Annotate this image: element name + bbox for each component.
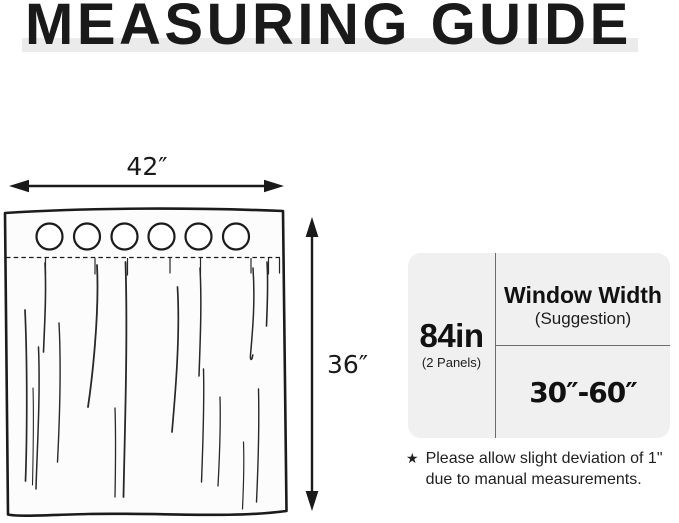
arrow-down-icon xyxy=(306,491,319,511)
page-title: MEASURING GUIDE xyxy=(25,0,632,57)
footnote xyxy=(406,448,679,490)
window-width-range: 30″-60″ xyxy=(529,375,637,409)
grommet-icon xyxy=(37,224,63,250)
panel-length-value: 84in xyxy=(419,317,484,354)
arrow-up-icon xyxy=(306,217,319,237)
panel-length-cell xyxy=(408,253,495,438)
footnote-star-icon: ★ xyxy=(406,450,419,466)
footnote-line-1: Please allow slight deviation of 1" xyxy=(425,450,663,467)
size-table xyxy=(408,253,670,438)
grommet-icon xyxy=(112,224,138,250)
curtain-illustration xyxy=(0,140,395,523)
window-width-header-cell xyxy=(496,253,670,345)
window-width-range-cell xyxy=(496,346,670,438)
grommet-icon xyxy=(74,224,100,250)
grommet-icon xyxy=(223,224,249,250)
panel-length-note: (2 Panels) xyxy=(421,355,482,370)
grommet-icon xyxy=(186,224,212,250)
width-label: 42″ xyxy=(126,152,168,181)
grommet-icon xyxy=(149,224,175,250)
window-width-subheader: (Suggestion) xyxy=(534,308,632,328)
height-label: 36″ xyxy=(327,350,369,379)
width-arrow xyxy=(9,180,284,192)
arrow-right-icon xyxy=(264,180,284,192)
footnote-text xyxy=(426,448,663,490)
window-width-header: Window Width xyxy=(504,281,662,308)
footnote-line-2: due to manual measurements. xyxy=(425,471,642,488)
arrow-left-icon xyxy=(9,180,29,192)
height-arrow xyxy=(306,217,319,511)
